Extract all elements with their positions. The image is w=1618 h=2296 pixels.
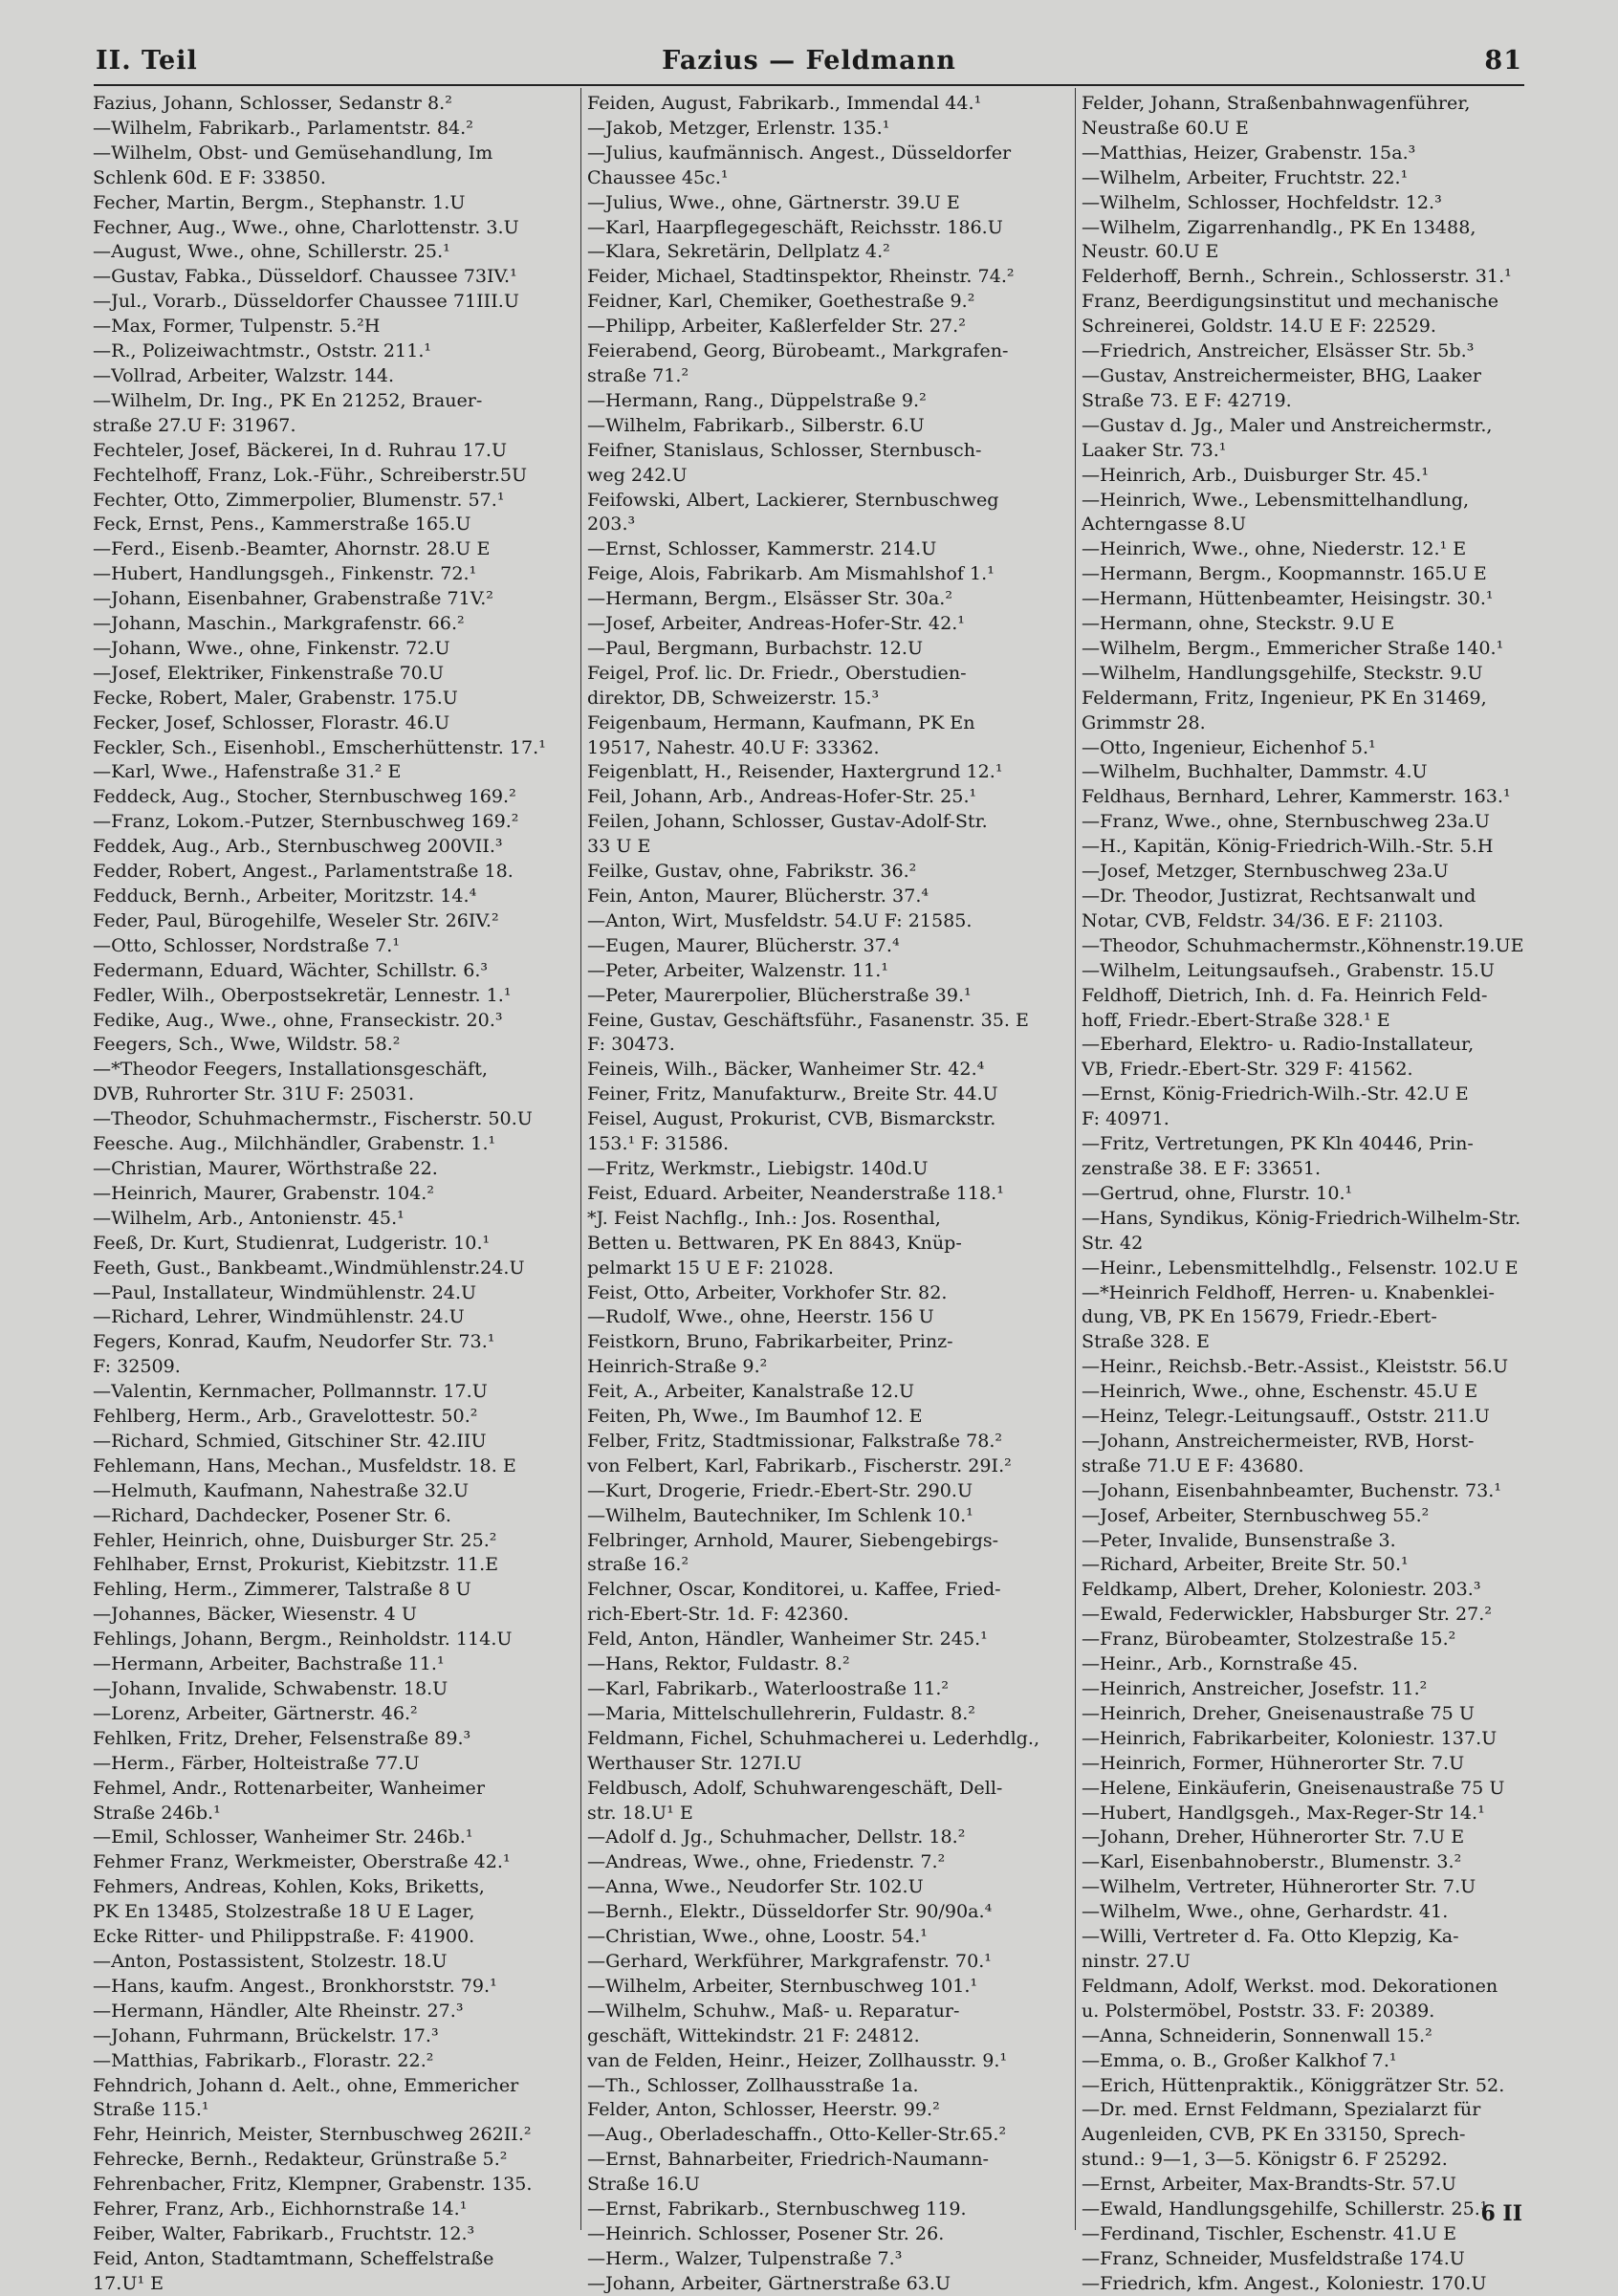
directory-entry-line: —Rudolf, Wwe., ohne, Heerstr. 156 U [587, 1305, 934, 1328]
directory-column-3 [1082, 91, 1571, 2296]
directory-entry-line: —Wilhelm, Handlungsgehilfe, Steckstr. 9.U [1082, 661, 1483, 684]
directory-entry-line: —Richard, Schmied, Gitschiner Str. 42.IIU [93, 1429, 487, 1452]
directory-entry-line: —Fritz, Vertretungen, PK Kln 40446, Prin- [1082, 1132, 1474, 1155]
directory-column-1 [93, 91, 582, 2296]
directory-entry-line: Fechtelhoff, Franz, Lok.-Führ., Schreiberstr.5U [93, 463, 528, 486]
directory-entry-line: Feigenblatt, H., Reisender, Haxtergrund 12.¹ [587, 760, 1003, 783]
directory-entry-line: —Johann, Eisenbahnbeamter, Buchenstr. 73.¹ [1082, 1478, 1502, 1501]
directory-entry-line: —Willi, Vertreter d. Fa. Otto Klepzig, Ka- [1082, 1925, 1459, 1948]
directory-entry-line: Feilke, Gustav, ohne, Fabrikstr. 36.² [587, 860, 917, 883]
directory-entry-line: —Gertrud, ohne, Flurstr. 10.¹ [1082, 1181, 1353, 1204]
directory-entry-line: —*Theodor Feegers, Installationsgeschäft, [93, 1058, 488, 1081]
directory-entry-line: str. 18.U¹ E [587, 1801, 693, 1824]
directory-entry-line: DVB, Ruhrorter Str. 31U F: 25031. [93, 1082, 415, 1105]
directory-entry-line: Feidner, Karl, Chemiker, Goethestraße 9.² [587, 290, 975, 313]
directory-entry-line: —Matthias, Fabrikarb., Florastr. 22.² [93, 2048, 434, 2071]
directory-entry-line: Betten u. Bettwaren, PK En 8843, Knüp- [587, 1231, 962, 1254]
directory-entry-line: straße 27.U F: 31967. [93, 413, 296, 436]
directory-entry-line: —Johannes, Bäcker, Wiesenstr. 4 U [93, 1603, 417, 1626]
directory-entry-line: —Andreas, Wwe., ohne, Friedenstr. 7.² [587, 1850, 946, 1873]
directory-entry-line: —Hubert, Handlgsgeh., Max-Reger-Str 14.¹ [1082, 1801, 1485, 1824]
directory-entry-line: —Otto, Ingenieur, Eichenhof 5.¹ [1082, 735, 1376, 758]
directory-entry-line: —Gerhard, Werkführer, Markgrafenstr. 70.¹ [587, 1949, 992, 1972]
directory-entry-line: rich-Ebert-Str. 1d. F: 42360. [587, 1603, 849, 1626]
directory-entry-line: u. Polstermöbel, Poststr. 33. F: 20389. [1082, 1999, 1435, 2022]
directory-entry-line: Feiden, August, Fabrikarb., Immendal 44.¹ [587, 92, 982, 114]
directory-entry-line: —Ewald, Federwickler, Habsburger Str. 27.² [1082, 1603, 1493, 1626]
directory-entry-line: —Wilhelm, Arbeiter, Fruchtstr. 22.¹ [1082, 165, 1409, 188]
page-title: Fazius — Feldmann [662, 46, 956, 76]
directory-entry-line: —Heinrich, Wwe., ohne, Eschenstr. 45.U E [1082, 1380, 1478, 1403]
directory-entry-line: —Friedrich, kfm. Angest., Koloniestr. 170.U [1082, 2271, 1487, 2294]
directory-entry-line: Feit, A., Arbeiter, Kanalstraße 12.U [587, 1380, 915, 1403]
directory-entry-line: —Maria, Mittelschullehrerin, Fuldastr. 8.² [587, 1701, 975, 1724]
directory-entry-line: —Dr. med. Ernst Feldmann, Spezialarzt für [1082, 2098, 1481, 2121]
directory-entry-line: —Matthias, Heizer, Grabenstr. 15a.³ [1082, 141, 1416, 164]
directory-entry-line: Feid, Anton, Stadtamtmann, Scheffelstraße [93, 2246, 494, 2269]
directory-entry-line: Feiner, Fritz, Manufakturw., Breite Str. 44.U [587, 1082, 998, 1105]
directory-entry-line: Fehlemann, Hans, Mechan., Musfeldstr. 18. E [93, 1454, 516, 1476]
directory-entry-line: Fechner, Aug., Wwe., ohne, Charlottenstr. 3.U [93, 215, 519, 238]
directory-entry-line: —Erich, Hüttenpraktik., Königgrätzer Str. 52. [1082, 2073, 1505, 2096]
directory-entry-line: F: 32509. [93, 1355, 181, 1378]
directory-entry-line: —Anna, Wwe., Neudorfer Str. 102.U [587, 1875, 924, 1898]
directory-entry-line: —Josef, Arbeiter, Sternbuschweg 55.² [1082, 1503, 1430, 1526]
directory-entry-line: Fehler, Heinrich, ohne, Duisburger Str. 25.² [93, 1528, 497, 1551]
directory-entry-line: —Hans, Syndikus, König-Friedrich-Wilhelm-Str. [1082, 1206, 1521, 1229]
directory-entry-line: Feigenbaum, Hermann, Kaufmann, PK En [587, 711, 975, 733]
directory-entry-line: ninstr. 27.U [1082, 1949, 1191, 1972]
directory-entry-line: —Heinr., Arb., Kornstraße 45. [1082, 1652, 1359, 1675]
directory-entry-line: Feldkamp, Albert, Dreher, Koloniestr. 203.³ [1082, 1578, 1481, 1601]
directory-entry-line: —Hermann, Arbeiter, Bachstraße 11.¹ [93, 1652, 445, 1675]
directory-entry-line: —Karl, Fabrikarb., Waterloostraße 11.² [587, 1677, 950, 1699]
directory-entry-line: —Heinz, Telegr.-Leitungsauff., Oststr. 211.U [1082, 1405, 1490, 1428]
directory-entry-line: —Ernst, Fabrikarb., Sternbuschweg 119. [587, 2198, 967, 2220]
directory-entry-line: —Wilhelm, Fabrikarb., Silberstr. 6.U [587, 413, 925, 436]
directory-entry-line: Feifowski, Albert, Lackierer, Sternbuschweg [587, 488, 999, 511]
directory-entry-line: Fechter, Otto, Zimmerpolier, Blumenstr. 57.¹ [93, 488, 505, 511]
directory-entry-line: Felder, Johann, Straßenbahnwagenführer, [1082, 92, 1471, 114]
directory-entry-line: —Emil, Schlosser, Wanheimer Str. 246b.¹ [93, 1826, 473, 1848]
directory-entry-line: Feld, Anton, Händler, Wanheimer Str. 245.¹ [587, 1628, 988, 1651]
directory-entry-line: —Ernst, Arbeiter, Max-Brandts-Str. 57.U [1082, 2173, 1456, 2196]
directory-entry-line: Neustraße 60.U E [1082, 116, 1249, 139]
directory-entry-line: —Wilhelm, Buchhalter, Dammstr. 4.U [1082, 760, 1428, 783]
directory-entry-line: —Theodor, Schuhmachermstr., Fischerstr. 50.U [93, 1107, 533, 1130]
directory-entry-line: —Wilhelm, Schlosser, Hochfeldstr. 12.³ [1082, 190, 1442, 213]
directory-entry-line: —Josef, Metzger, Sternbuschweg 23a.U [1082, 860, 1449, 883]
directory-entry-line: —*Heinrich Feldhoff, Herren- u. Knabenklei- [1082, 1280, 1495, 1303]
directory-entry-line: —Hermann, ohne, Steckstr. 9.U E [1082, 612, 1395, 635]
directory-entry-line: —Wilhelm, Schuhw., Maß- u. Reparatur- [587, 1999, 960, 2022]
directory-entry-line: Felchner, Oscar, Konditorei, u. Kaffee, Fried- [587, 1578, 1001, 1601]
directory-entry-line: —Lorenz, Arbeiter, Gärtnerstr. 46.² [93, 1701, 418, 1724]
directory-entry-line: 203.³ [587, 513, 636, 536]
directory-entry-line: —Christian, Maurer, Wörthstraße 22. [93, 1156, 438, 1179]
directory-entry-line: —Johann, Eisenbahner, Grabenstraße 71V.² [93, 587, 493, 610]
directory-entry-line: 33 U E [587, 835, 651, 858]
directory-entry-line: Felder, Anton, Schlosser, Heerstr. 99.² [587, 2098, 940, 2121]
directory-entry-line: —Fritz, Werkmstr., Liebigstr. 140d.U [587, 1156, 929, 1179]
directory-entry-line: Feiten, Ph, Wwe., Im Baumhof 12. E [587, 1405, 923, 1428]
directory-entry-line: —H., Kapitän, König-Friedrich-Wilh.-Str. 5.H [1082, 835, 1494, 858]
directory-entry-line: Schreinerei, Goldstr. 14.U E F: 22529. [1082, 315, 1437, 338]
directory-entry-line: 19517, Nahestr. 40.U F: 33362. [587, 735, 880, 758]
directory-entry-line: —Wilhelm, Wwe., ohne, Gerhardstr. 41. [1082, 1900, 1449, 1923]
directory-entry-line: —Hans, Rektor, Fuldastr. 8.² [587, 1652, 850, 1675]
directory-entry-line: —Hermann, Hüttenbeamter, Heisingstr. 30.¹ [1082, 587, 1494, 610]
directory-entry-line: —Hermann, Rang., Düppelstraße 9.² [587, 388, 927, 411]
directory-entry-line: Notar, CVB, Feldstr. 34/36. E F: 21103. [1082, 908, 1444, 931]
directory-entry-line: Schlenk 60d. E F: 33850. [93, 165, 326, 188]
directory-entry-line: —Wilhelm, Bergm., Emmericher Straße 140.¹ [1082, 636, 1504, 659]
directory-entry-line: —Ernst, König-Friedrich-Wilh.-Str. 42.U E [1082, 1082, 1469, 1105]
directory-entry-line: Ecke Ritter- und Philippstraße. F: 41900. [93, 1925, 475, 1948]
directory-entry-line: Feckler, Sch., Eisenhobl., Emscherhüttenstr. 17.¹ [93, 735, 546, 758]
directory-entry-line: —Ewald, Handlungsgehilfe, Schillerstr. 25.¹ [1082, 2198, 1488, 2220]
directory-entry-line: —Wilhelm, Bautechniker, Im Schlenk 10.¹ [587, 1503, 973, 1526]
directory-entry-line: Felbringer, Arnhold, Maurer, Siebengebirgs- [587, 1528, 999, 1551]
directory-entry-line: Felderhoff, Bernh., Schrein., Schlosserstr. 31.¹ [1082, 265, 1512, 288]
directory-entry-line: —Johann, Anstreichermeister, RVB, Horst- [1082, 1429, 1475, 1452]
directory-entry-line: Feisel, August, Prokurist, CVB, Bismarckstr. [587, 1107, 996, 1130]
directory-entry-line: zenstraße 38. E F: 33651. [1082, 1156, 1322, 1179]
directory-entry-line: —Paul, Bergmann, Burbachstr. 12.U [587, 636, 924, 659]
directory-entry-line: —Hans, kaufm. Angest., Bronkhorststr. 79.¹ [93, 1974, 497, 1997]
directory-entry-line: —Franz, Lokom.-Putzer, Sternbuschweg 169.² [93, 810, 519, 833]
directory-entry-line: —Bernh., Elektr., Düsseldorfer Str. 90/90a.⁴ [587, 1900, 993, 1923]
directory-entry-line: Fehmers, Andreas, Kohlen, Koks, Briketts, [93, 1875, 485, 1898]
directory-entry-line: Fedder, Robert, Angest., Parlamentstraße 18. [93, 860, 514, 883]
directory-entry-line: —Anna, Schneiderin, Sonnenwall 15.² [1082, 2023, 1432, 2046]
directory-entry-line: —Anton, Postassistent, Stolzestr. 18.U [93, 1949, 448, 1972]
directory-entry-line: —Hermann, Bergm., Elsässer Str. 30a.² [587, 587, 953, 610]
directory-entry-line: —Wilhelm, Leitungsaufseh., Grabenstr. 15.U [1082, 958, 1495, 981]
directory-entry-line: —Ernst, Bahnarbeiter, Friedrich-Naumann- [587, 2148, 989, 2171]
directory-entry-line: Federmann, Eduard, Wächter, Schillstr. 6.³ [93, 958, 489, 981]
directory-entry-line: —Karl, Wwe., Hafenstraße 31.² E [93, 760, 402, 783]
directory-entry-line: —Anton, Wirt, Musfeldstr. 54.U F: 21585. [587, 908, 973, 931]
directory-entry-line: —Richard, Arbeiter, Breite Str. 50.¹ [1082, 1553, 1409, 1576]
directory-entry-line: Fehrer, Franz, Arb., Eichhornstraße 14.¹ [93, 2198, 468, 2220]
directory-entry-line: Feigel, Prof. lic. Dr. Friedr., Oberstudien- [587, 661, 967, 684]
directory-entry-line: Achterngasse 8.U [1082, 513, 1247, 536]
directory-entry-line: —Dr. Theodor, Justizrat, Rechtsanwalt und [1082, 885, 1476, 907]
directory-entry-line: VB, Friedr.-Ebert-Str. 329 F: 41562. [1082, 1058, 1413, 1081]
directory-entry-line: —Emma, o. B., Großer Kalkhof 7.¹ [1082, 2048, 1397, 2071]
directory-entry-line: Fazius, Johann, Schlosser, Sedanstr 8.² [93, 92, 452, 114]
directory-entry-line: 153.¹ F: 31586. [587, 1132, 730, 1155]
directory-entry-line: —Helmuth, Kaufmann, Nahestraße 32.U [93, 1478, 470, 1501]
directory-entry-line: weg 242.U [587, 463, 688, 486]
directory-entry-line: Fechteler, Josef, Bäckerei, In d. Ruhrau 17.U [93, 438, 508, 461]
directory-entry-line: —Johann, Wwe., ohne, Finkenstr. 72.U [93, 636, 450, 659]
directory-entry-line: —Franz, Bürobeamter, Stolzestraße 15.² [1082, 1628, 1456, 1651]
directory-entry-line: Straße 16.U [587, 2173, 700, 2196]
directory-entry-line: —Adolf d. Jg., Schuhmacher, Dellstr. 18.² [587, 1826, 966, 1848]
directory-entry-line: —Wilhelm, Arbeiter, Sternbuschweg 101.¹ [587, 1974, 978, 1997]
directory-entry-line: —Gustav, Anstreichermeister, BHG, Laaker [1082, 363, 1481, 386]
directory-entry-line: —Ferdinand, Tischler, Eschenstr. 41.U E [1082, 2221, 1457, 2244]
directory-entry-line: pelmarkt 15 U E F: 21028. [587, 1256, 834, 1279]
directory-entry-line: Feddek, Aug., Arb., Sternbuschweg 200VII.³ [93, 835, 503, 858]
directory-entry-line: 17.U¹ E [93, 2271, 164, 2294]
directory-entry-line: —Friedrich, Anstreicher, Elsässer Str. 5b.³ [1082, 339, 1475, 362]
directory-entry-line: straße 16.² [587, 1553, 689, 1576]
directory-entry-line: —Karl, Haarpflegegeschäft, Reichsstr. 186.U [587, 215, 1003, 238]
directory-entry-line: —Peter, Invalide, Bunsenstraße 3. [1082, 1528, 1396, 1551]
directory-entry-line: Franz, Beerdigungsinstitut und mechanische [1082, 290, 1499, 313]
directory-entry-line: —Heinrich, Dreher, Gneisenaustraße 75 U [1082, 1701, 1475, 1724]
directory-entry-line: Augenleiden, CVB, PK En 33150, Sprech- [1082, 2123, 1466, 2146]
section-label: II. Teil [96, 46, 198, 76]
directory-entry-line: —Karl, Eisenbahnoberstr., Blumenstr. 3.² [1082, 1850, 1462, 1873]
directory-entry-line: Feifner, Stanislaus, Schlosser, Sternbusch- [587, 438, 982, 461]
directory-entry-line: Feldmann, Adolf, Werkst. mod. Dekorationen [1082, 1974, 1498, 1997]
directory-entry-line: Str. 42 [1082, 1231, 1144, 1254]
directory-entry-line: Feddeck, Aug., Stocher, Sternbuschweg 169.² [93, 785, 516, 808]
directory-entry-line: —Helene, Einkäuferin, Gneisenaustraße 75 U [1082, 1776, 1505, 1799]
directory-entry-line: Straße 115.¹ [93, 2098, 209, 2121]
directory-entry-line: —Julius, Wwe., ohne, Gärtnerstr. 39.U E [587, 190, 960, 213]
directory-entry-line: Feldhoff, Dietrich, Inh. d. Fa. Heinrich Feld- [1082, 983, 1488, 1006]
directory-entry-line: Fecker, Josef, Schlosser, Florastr. 46.U [93, 711, 450, 733]
directory-entry-line: Fedike, Aug., Wwe., ohne, Franseckistr. 20.³ [93, 1008, 503, 1031]
directory-entry-line: —Gustav d. Jg., Maler und Anstreichermstr., [1082, 413, 1493, 436]
directory-entry-line: —Wilhelm, Zigarrenhandlg., PK En 13488, [1082, 215, 1476, 238]
directory-entry-line: —Wilhelm, Obst- und Gemüsehandlung, Im [93, 141, 493, 164]
page-number: 81 [1484, 46, 1522, 76]
directory-entry-line: —Ferd., Eisenb.-Beamter, Ahornstr. 28.U E [93, 537, 491, 560]
directory-entry-line: Fehmer Franz, Werkmeister, Oberstraße 42.¹ [93, 1850, 511, 1873]
directory-entry-line: Fedler, Wilh., Oberpostsekretär, Lennestr. 1.¹ [93, 983, 512, 1006]
directory-entry-line: —Peter, Arbeiter, Walzenstr. 11.¹ [587, 958, 888, 981]
directory-entry-line: Fehlberg, Herm., Arb., Gravelottestr. 50.² [93, 1405, 478, 1428]
directory-entry-line: —Hermann, Bergm., Koopmannstr. 165.U E [1082, 562, 1487, 585]
directory-entry-line: —Theodor, Schuhmachermstr.,Köhnenstr.19.UE [1082, 933, 1524, 956]
directory-entry-line: Neustr. 60.U E [1082, 240, 1219, 263]
directory-entry-line: —Gustav, Fabka., Düsseldorf. Chaussee 73IV.¹ [93, 265, 517, 288]
directory-entry-line: Straße 246b.¹ [93, 1801, 221, 1824]
directory-entry-line: —Johann, Arbeiter, Gärtnerstraße 63.U [587, 2271, 951, 2294]
directory-entry-line: Feierabend, Georg, Bürobeamt., Markgrafen- [587, 339, 1009, 362]
directory-entry-line: Chaussee 45c.¹ [587, 165, 729, 188]
directory-entry-line: Heinrich-Straße 9.² [587, 1355, 768, 1378]
directory-entry-line: Feldbusch, Adolf, Schuhwarengeschäft, Dell- [587, 1776, 1003, 1799]
directory-entry-line: —Hermann, Händler, Alte Rheinstr. 27.³ [93, 1999, 464, 2022]
directory-entry-line: —Jul., Vorarb., Düsseldorfer Chaussee 71III.U [93, 290, 519, 313]
directory-entry-line: Feesche. Aug., Milchhändler, Grabenstr. 1.¹ [93, 1132, 496, 1155]
directory-entry-line: Feist, Otto, Arbeiter, Vorkhofer Str. 82. [587, 1280, 948, 1303]
directory-entry-line: stund.: 9—1, 3—5. Königstr 6. F 25292. [1082, 2148, 1448, 2171]
directory-entry-line: —Heinrich, Fabrikarbeiter, Koloniestr. 137.U [1082, 1726, 1498, 1749]
directory-entry-line: Fehlhaber, Ernst, Prokurist, Kiebitzstr. 11.E [93, 1553, 499, 1576]
directory-entry-line: —Valentin, Kernmacher, Pollmannstr. 17.U [93, 1380, 488, 1403]
directory-entry-line: Feeß, Dr. Kurt, Studienrat, Ludgeristr. 10.¹ [93, 1231, 491, 1254]
directory-entry-line: —Jakob, Metzger, Erlenstr. 135.¹ [587, 116, 890, 139]
directory-entry-line: F: 30473. [587, 1033, 675, 1056]
directory-entry-line: —Heinrich, Arb., Duisburger Str. 45.¹ [1082, 463, 1429, 486]
directory-entry-line: Grimmstr 28. [1082, 711, 1206, 733]
directory-entry-line: Laaker Str. 73.¹ [1082, 438, 1227, 461]
directory-entry-line: Feegers, Sch., Wwe, Wildstr. 58.² [93, 1033, 401, 1056]
directory-entry-line: Feeth, Gust., Bankbeamt.,Windmühlenstr.24.U [93, 1256, 525, 1279]
directory-entry-line: —Johann, Invalide, Schwabenstr. 18.U [93, 1677, 448, 1699]
directory-entry-line: direktor, DB, Schweizerstr. 15.³ [587, 686, 880, 709]
directory-entry-line: Feige, Alois, Fabrikarb. Am Mismahlshof 1.¹ [587, 562, 995, 585]
directory-entry-line: —Herm., Färber, Holteistraße 77.U [93, 1751, 420, 1774]
directory-entry-line: —Eugen, Maurer, Blücherstr. 37.⁴ [587, 933, 900, 956]
directory-entry-line: hoff, Friedr.-Ebert-Straße 328.¹ E [1082, 1008, 1390, 1031]
directory-entry-line: Fehrecke, Bernh., Redakteur, Grünstraße 5.² [93, 2148, 508, 2171]
directory-entry-line: —Otto, Schlosser, Nordstraße 7.¹ [93, 933, 400, 956]
directory-entry-line: —Heinrich, Wwe., ohne, Niederstr. 12.¹ E [1082, 537, 1467, 560]
directory-entry-line: Fecke, Robert, Maler, Grabenstr. 175.U [93, 686, 458, 709]
directory-entry-line: —Richard, Lehrer, Windmühlenstr. 24.U [93, 1305, 465, 1328]
directory-entry-line: Fedduck, Bernh., Arbeiter, Moritzstr. 14.⁴ [93, 885, 477, 907]
directory-entry-line: —Herm., Walzer, Tulpenstraße 7.³ [587, 2246, 903, 2269]
directory-column-2 [587, 91, 1077, 2296]
directory-entry-line: Werthauser Str. 127I.U [587, 1751, 802, 1774]
directory-entry-line: —Ernst, Schlosser, Kammerstr. 214.U [587, 537, 937, 560]
directory-entry-line: —Franz, Schneider, Musfeldstraße 174.U [1082, 2246, 1465, 2269]
directory-entry-line: Feistkorn, Bruno, Fabrikarbeiter, Prinz- [587, 1330, 953, 1353]
directory-entry-line: —Aug., Oberladeschaffn., Otto-Keller-Str.65.² [587, 2123, 1007, 2146]
directory-entry-line: —Klara, Sekretärin, Dellplatz 4.² [587, 240, 890, 263]
directory-entry-line: —Heinrich. Schlosser, Posener Str. 26. [587, 2221, 945, 2244]
directory-entry-line: Fehrenbacher, Fritz, Klempner, Grabenstr. 135. [93, 2173, 533, 2196]
directory-entry-line: Feldmann, Fichel, Schuhmacherei u. Lederhdlg., [587, 1726, 1040, 1749]
directory-entry-line: —Wilhelm, Arb., Antonienstr. 45.¹ [93, 1206, 404, 1229]
directory-entry-line: —Heinrich, Wwe., Lebensmittelhandlung, [1082, 488, 1470, 511]
directory-entry-line: —Th., Schlosser, Zollhausstraße 1a. [587, 2073, 919, 2096]
directory-entry-line: Fehling, Herm., Zimmerer, Talstraße 8 U [93, 1578, 471, 1601]
directory-entry-line: *J. Feist Nachflg., Inh.: Jos. Rosenthal, [587, 1206, 941, 1229]
directory-entry-line: —Peter, Maurerpolier, Blücherstraße 39.¹ [587, 983, 972, 1006]
directory-entry-line: —Vollrad, Arbeiter, Walzstr. 144. [93, 363, 395, 386]
directory-entry-line: —Heinrich, Former, Hühnerorter Str. 7.U [1082, 1751, 1465, 1774]
directory-entry-line: —Heinr., Lebensmittelhdlg., Felsenstr. 102.U E [1082, 1256, 1519, 1279]
directory-entry-line: —Hubert, Handlungsgeh., Finkenstr. 72.¹ [93, 562, 477, 585]
directory-entry-line: —Richard, Dachdecker, Posener Str. 6. [93, 1503, 451, 1526]
directory-entry-line: dung, VB, PK En 15679, Friedr.-Ebert- [1082, 1305, 1437, 1328]
directory-entry-line: —Wilhelm, Fabrikarb., Parlamentstr. 84.² [93, 116, 473, 139]
directory-entry-line: —Johann, Fuhrmann, Brückelstr. 17.³ [93, 2023, 439, 2046]
directory-entry-line: —Josef, Elektriker, Finkenstraße 70.U [93, 661, 445, 684]
directory-entry-line: Fecher, Martin, Bergm., Stephanstr. 1.U [93, 190, 466, 213]
directory-entry-line: Feilen, Johann, Schlosser, Gustav-Adolf-Str. [587, 810, 988, 833]
directory-entry-line: —Johann, Dreher, Hühnerorter Str. 7.U E [1082, 1826, 1465, 1848]
directory-entry-line: —Philipp, Arbeiter, Kaßlerfelder Str. 27.² [587, 315, 966, 338]
directory-entry-line: —Christian, Wwe., ohne, Loostr. 54.¹ [587, 1925, 928, 1948]
directory-entry-line: —Max, Former, Tulpenstr. 5.²H [93, 315, 381, 338]
directory-entry-line: Fehlken, Fritz, Dreher, Felsenstraße 89.³ [93, 1726, 471, 1749]
directory-entry-line: —Eberhard, Elektro- u. Radio-Installateur, [1082, 1033, 1475, 1056]
directory-entry-line: Feder, Paul, Bürogehilfe, Weseler Str. 26IV.² [93, 908, 499, 931]
signature-mark: 6 II [1480, 2201, 1522, 2226]
directory-entry-line: Straße 328. E [1082, 1330, 1210, 1353]
directory-entry-line: PK En 13485, Stolzestraße 18 U E Lager, [93, 1900, 475, 1923]
directory-entry-line: Feldhaus, Bernhard, Lehrer, Kammerstr. 163.¹ [1082, 785, 1511, 808]
directory-entry-line: —R., Polizeiwachtmstr., Oststr. 211.¹ [93, 339, 432, 362]
directory-entry-line: Feider, Michael, Stadtinspektor, Rheinstr. 74.² [587, 265, 1015, 288]
directory-entry-line: Feil, Johann, Arb., Andreas-Hofer-Str. 25.¹ [587, 785, 977, 808]
directory-entry-line: Feine, Gustav, Geschäftsführ., Fasanenstr. 35. E [587, 1008, 1029, 1031]
directory-entry-line: Fegers, Konrad, Kaufm, Neudorfer Str. 73.¹ [93, 1330, 495, 1353]
directory-entry-line: geschäft, Wittekindstr. 21 F: 24812. [587, 2023, 920, 2046]
directory-entry-line: —Wilhelm, Dr. Ing., PK En 21252, Brauer- [93, 388, 483, 411]
directory-entry-line: straße 71.U E F: 43680. [1082, 1454, 1304, 1476]
directory-entry-line: Fehlings, Johann, Bergm., Reinholdstr. 114.U [93, 1628, 513, 1651]
directory-entry-line: straße 71.² [587, 363, 689, 386]
directory-entry-line: Feldermann, Fritz, Ingenieur, PK En 31469, [1082, 686, 1487, 709]
directory-entry-line: F: 40971. [1082, 1107, 1170, 1130]
directory-entry-line: Felber, Fritz, Stadtmissionar, Falkstraße 78.² [587, 1429, 1003, 1452]
directory-entry-line: —Wilhelm, Vertreter, Hühnerorter Str. 7.U [1082, 1875, 1476, 1898]
directory-entry-line: Feist, Eduard. Arbeiter, Neanderstraße 118.¹ [587, 1181, 1004, 1204]
directory-entry-line: —Franz, Wwe., ohne, Sternbuschweg 23a.U [1082, 810, 1490, 833]
directory-entry-line: —Paul, Installateur, Windmühlenstr. 24.U [93, 1280, 477, 1303]
directory-entry-line: —Josef, Arbeiter, Andreas-Hofer-Str. 42.¹ [587, 612, 965, 635]
directory-entry-line: Feineis, Wilh., Bäcker, Wanheimer Str. 42.⁴ [587, 1058, 985, 1081]
directory-entry-line: —Heinr., Reichsb.-Betr.-Assist., Kleiststr. 56.U [1082, 1355, 1509, 1378]
directory-entry-line: —Johann, Maschin., Markgrafenstr. 66.² [93, 612, 465, 635]
directory-entry-line: von Felbert, Karl, Fabrikarb., Fischerstr. 29I.² [587, 1454, 1012, 1476]
directory-entry-line: —Heinrich, Maurer, Grabenstr. 104.² [93, 1181, 435, 1204]
directory-entry-line: Feck, Ernst, Pens., Kammerstraße 165.U [93, 513, 471, 536]
header-rule [94, 84, 1524, 86]
directory-entry-line: Straße 73. E F: 42719. [1082, 388, 1292, 411]
directory-entry-line: van de Felden, Heinr., Heizer, Zollhausstr. 9.¹ [587, 2048, 1008, 2071]
directory-entry-line: Fein, Anton, Maurer, Blücherstr. 37.⁴ [587, 885, 929, 907]
directory-entry-line: Fehr, Heinrich, Meister, Sternbuschweg 262II.² [93, 2123, 532, 2146]
directory-entry-line: —Kurt, Drogerie, Friedr.-Ebert-Str. 290.U [587, 1478, 973, 1501]
directory-entry-line: —August, Wwe., ohne, Schillerstr. 25.¹ [93, 240, 450, 263]
directory-entry-line: Fehmel, Andr., Rottenarbeiter, Wanheimer [93, 1776, 485, 1799]
directory-entry-line: Feiber, Walter, Fabrikarb., Fruchtstr. 12.³ [93, 2221, 475, 2244]
directory-entry-line: —Julius, kaufmännisch. Angest., Düsseldorfer [587, 141, 1012, 164]
directory-entry-line: Fehndrich, Johann d. Aelt., ohne, Emmericher [93, 2073, 519, 2096]
directory-entry-line: —Heinrich, Anstreicher, Josefstr. 11.² [1082, 1677, 1428, 1699]
